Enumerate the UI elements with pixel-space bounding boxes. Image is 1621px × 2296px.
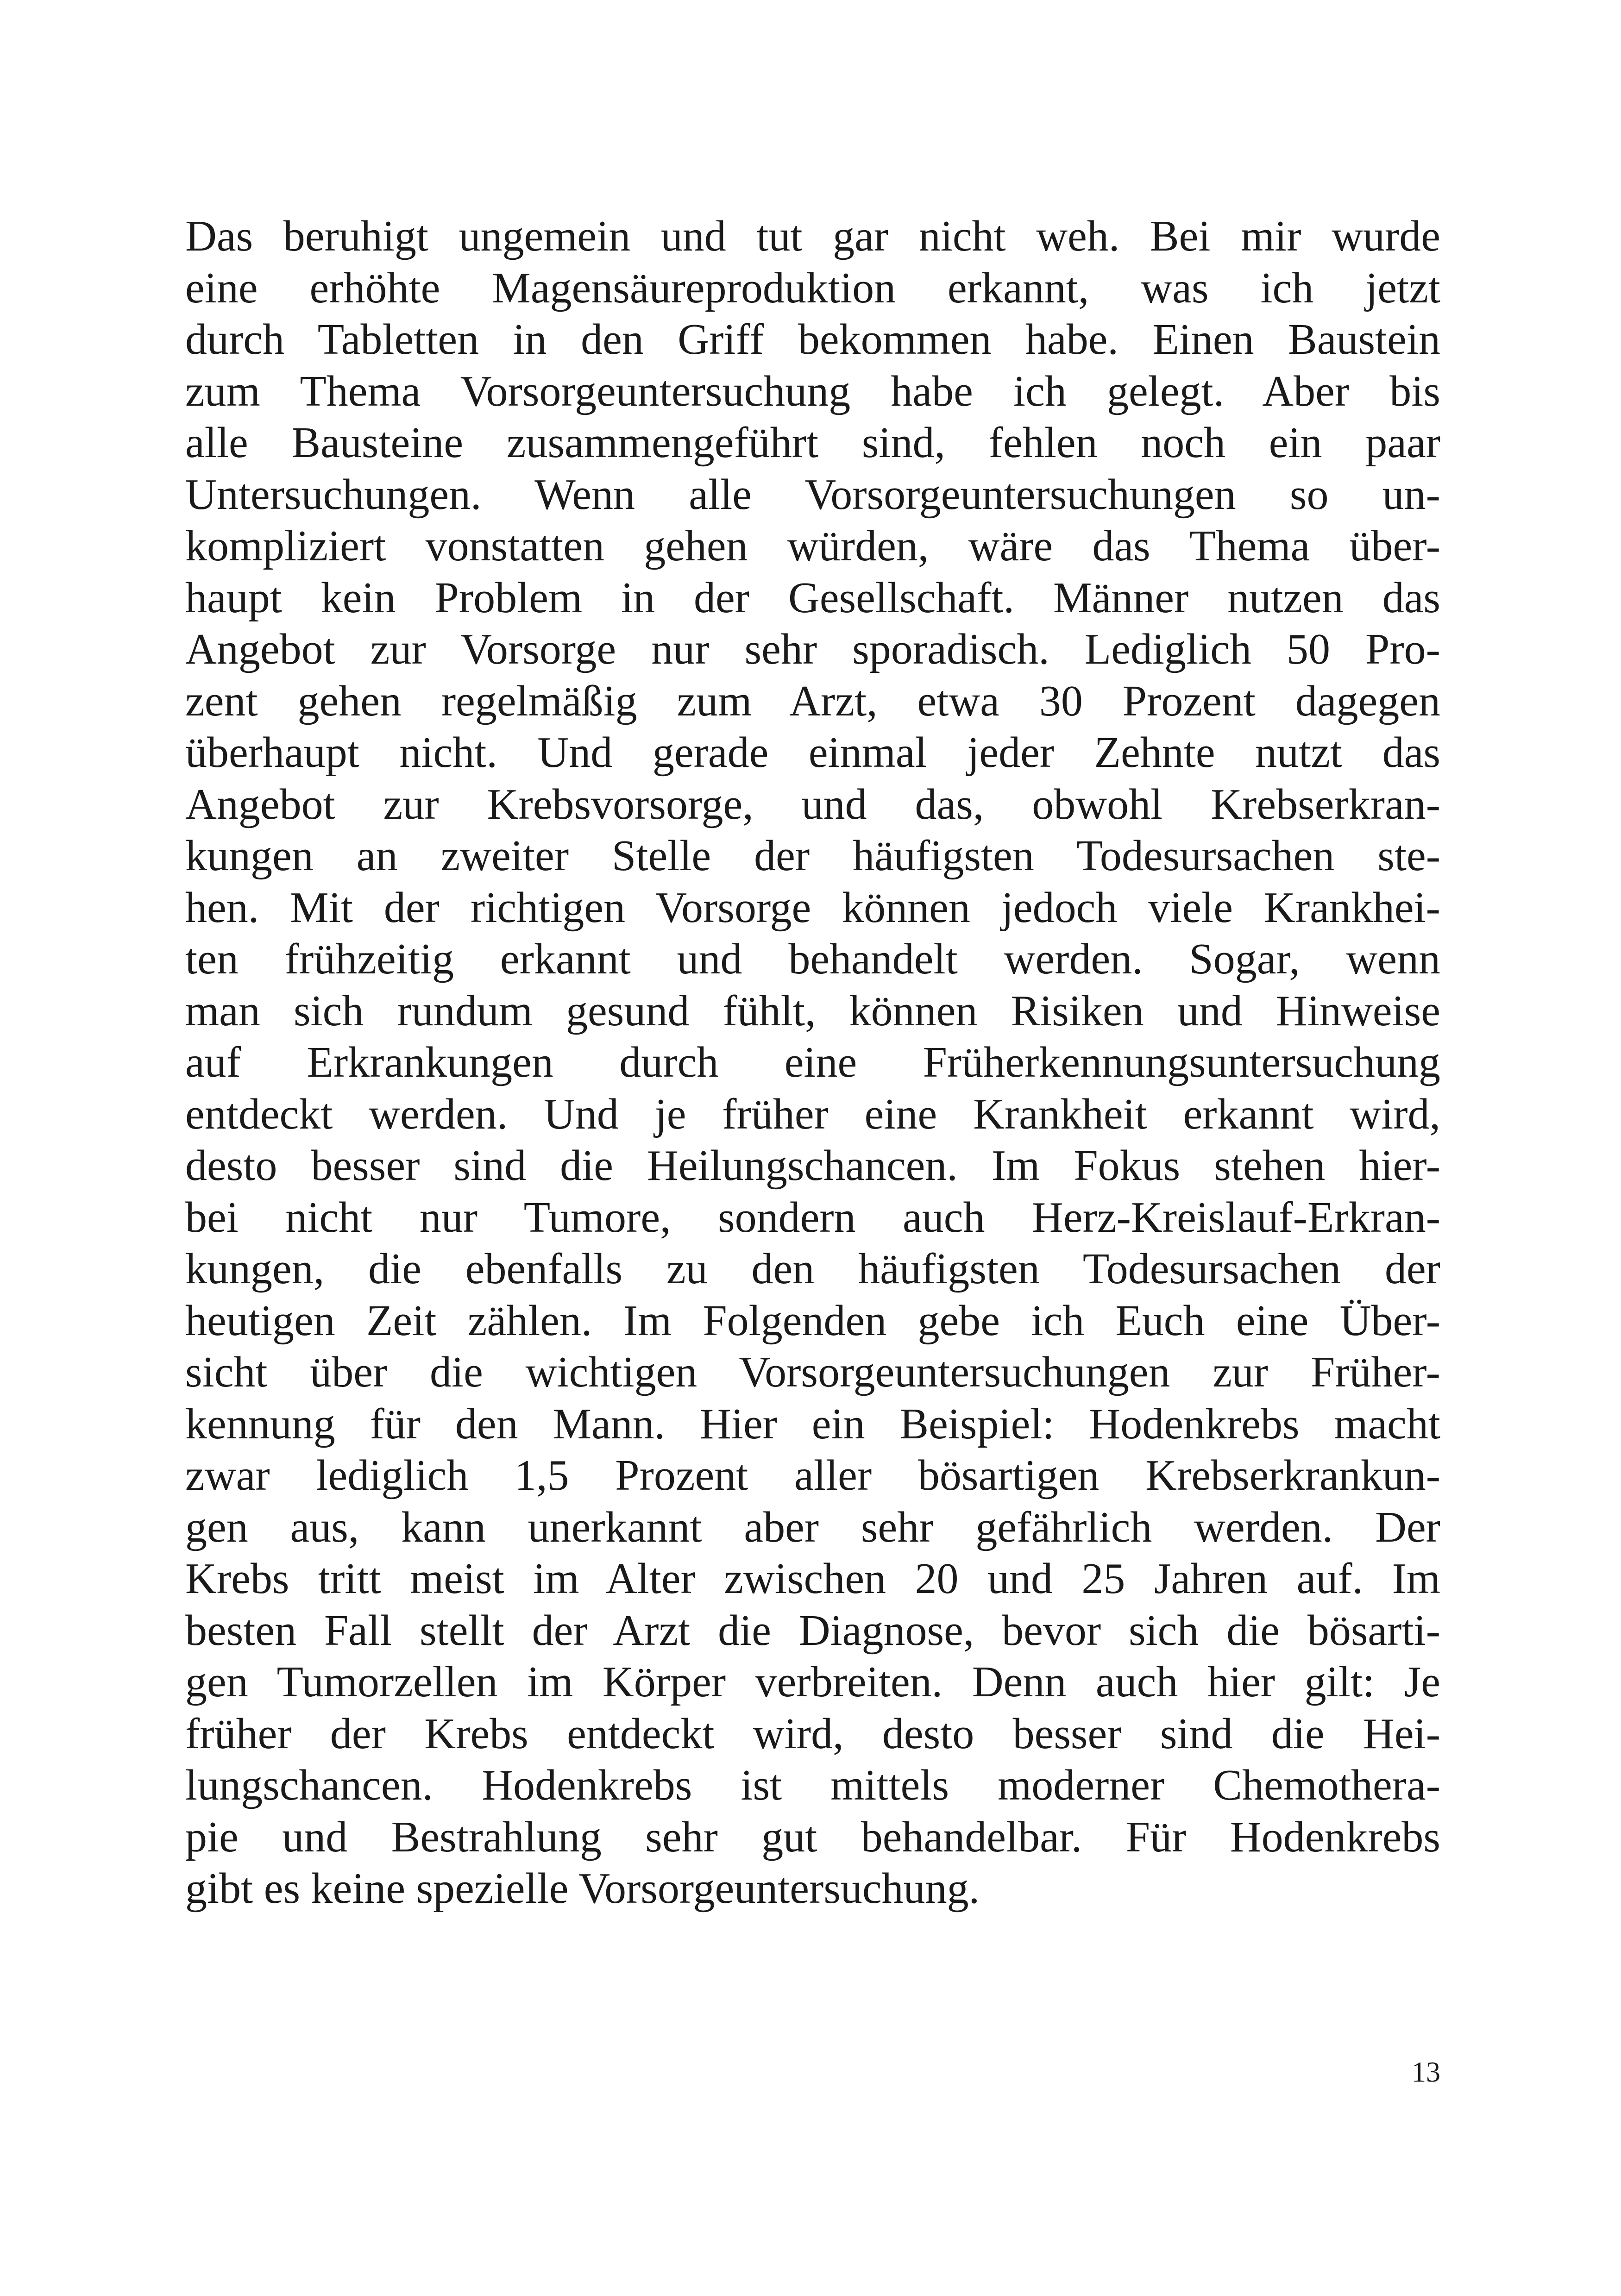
text-line: kungen, die ebenfalls zu den häufigsten Todesursachen der xyxy=(185,1245,1440,1293)
text-line: gen aus, kann unerkannt aber sehr gefährlich werden. Der xyxy=(185,1503,1440,1551)
text-line: auf Erkrankungen durch eine Früherkennungsuntersuchung xyxy=(185,1038,1440,1086)
text-line: pie und Bestrahlung sehr gut behandelbar. Für Hodenkrebs xyxy=(185,1813,1440,1861)
text-line: desto besser sind die Heilungschancen. Im Fokus stehen hier- xyxy=(185,1142,1440,1190)
page-number: 13 xyxy=(1412,2057,1440,2088)
text-line: lungschancen. Hodenkrebs ist mittels moderner Chemothera- xyxy=(185,1761,1440,1809)
text-line: früher der Krebs entdeckt wird, desto besser sind die Hei- xyxy=(185,1709,1440,1758)
text-line: Angebot zur Vorsorge nur sehr sporadisch. Lediglich 50 Pro- xyxy=(185,625,1440,673)
text-line: ten frühzeitig erkannt und behandelt werden. Sogar, wenn xyxy=(185,935,1440,983)
text-line: heutigen Zeit zählen. Im Folgenden gebe ich Euch eine Über- xyxy=(185,1296,1440,1345)
text-line: alle Bausteine zusammengeführt sind, fehlen noch ein paar xyxy=(185,419,1440,467)
text-line: Angebot zur Krebsvorsorge, und das, obwohl Krebserkran- xyxy=(185,780,1440,828)
text-line: kompliziert vonstatten gehen würden, wäre das Thema über- xyxy=(185,522,1440,570)
text-line: Untersuchungen. Wenn alle Vorsorgeuntersuchungen so un- xyxy=(185,470,1440,519)
text-line: kennung für den Mann. Hier ein Beispiel: Hodenkrebs macht xyxy=(185,1399,1440,1448)
text-line: gen Tumorzellen im Körper verbreiten. Denn auch hier gilt: Je xyxy=(185,1658,1440,1706)
text-line: Das beruhigt ungemein und tut gar nicht weh. Bei mir wurde xyxy=(185,212,1440,260)
text-line-last: gibt es keine spezielle Vorsorgeuntersuchung. xyxy=(185,1864,980,1913)
text-line: zum Thema Vorsorgeuntersuchung habe ich gelegt. Aber bis xyxy=(185,367,1440,415)
text-line: Krebs tritt meist im Alter zwischen 20 und 25 Jahren auf. Im xyxy=(185,1555,1440,1603)
text-line: sicht über die wichtigen Vorsorgeuntersuchungen zur Früher- xyxy=(185,1348,1440,1396)
text-line: kungen an zweiter Stelle der häufigsten Todesursachen ste- xyxy=(185,832,1440,880)
text-line: hen. Mit der richtigen Vorsorge können jedoch viele Krankhei- xyxy=(185,883,1440,932)
text-line: besten Fall stellt der Arzt die Diagnose, bevor sich die bösarti- xyxy=(185,1606,1440,1655)
text-line: durch Tabletten in den Griff bekommen habe. Einen Baustein xyxy=(185,315,1440,364)
text-line: haupt kein Problem in der Gesellschaft. Männer nutzen das xyxy=(185,573,1440,622)
text-line: zwar lediglich 1,5 Prozent aller bösartigen Krebserkrankun- xyxy=(185,1451,1440,1499)
text-line: überhaupt nicht. Und gerade einmal jeder Zehnte nutzt das xyxy=(185,728,1440,777)
body-paragraph xyxy=(185,211,1440,1915)
text-line: bei nicht nur Tumore, sondern auch Herz-Kreislauf-Erkran- xyxy=(185,1193,1440,1242)
text-line: entdeckt werden. Und je früher eine Krankheit erkannt wird, xyxy=(185,1090,1440,1138)
text-line: eine erhöhte Magensäureproduktion erkannt, was ich jetzt xyxy=(185,263,1440,312)
text-line: man sich rundum gesund fühlt, können Risiken und Hinweise xyxy=(185,986,1440,1035)
text-line: zent gehen regelmäßig zum Arzt, etwa 30 Prozent dagegen xyxy=(185,677,1440,725)
